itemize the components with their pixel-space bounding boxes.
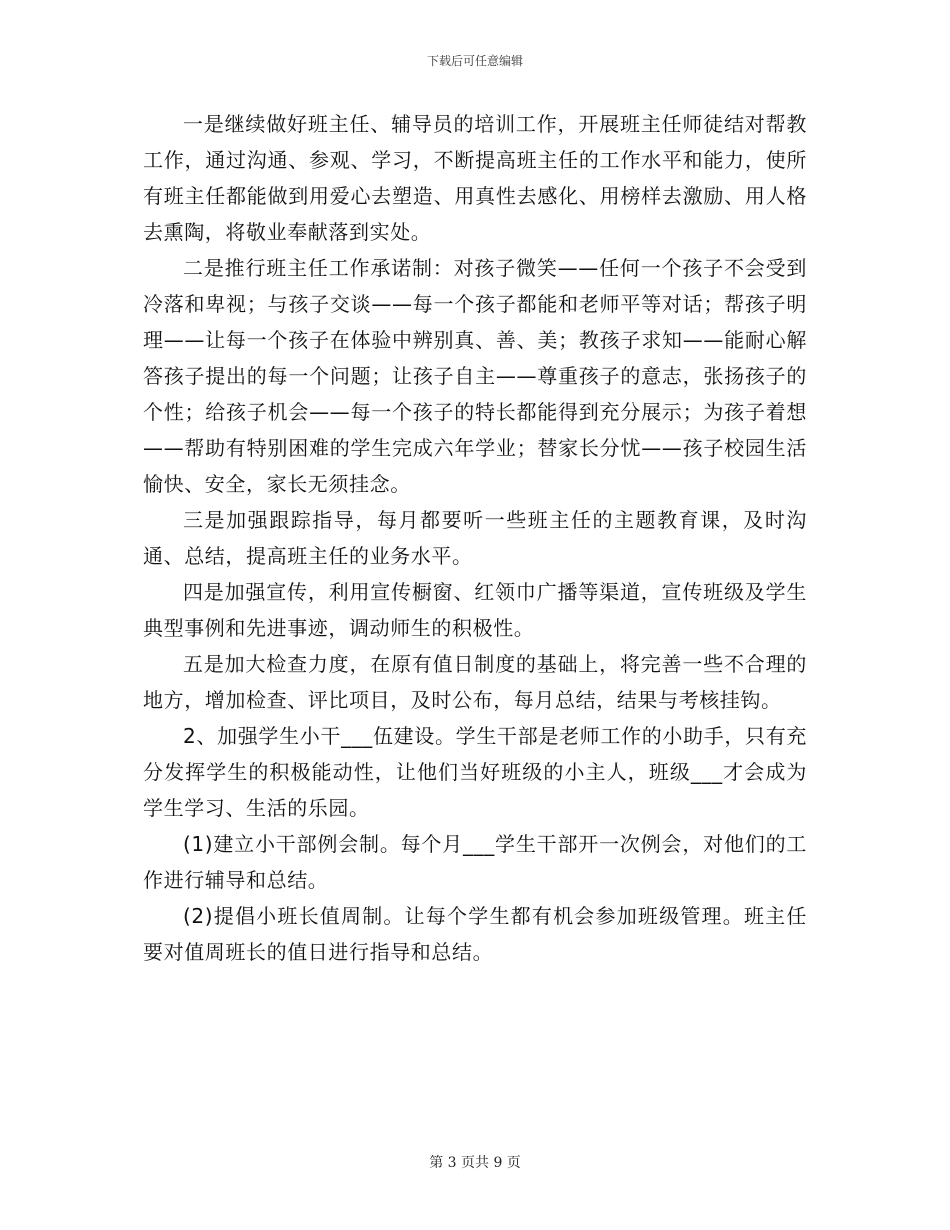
- paragraph-4: 四是加强宣传，利用宣传橱窗、红领巾广播等渠道，宣传班级及学生典型事例和先进事迹，调动师生的积极性。: [143, 580, 807, 640]
- document-body: [143, 106, 807, 970]
- paragraph-3: 三是加强跟踪指导，每月都要听一些班主任的主题教育课，及时沟通、总结，提高班主任的业务水平。: [143, 508, 807, 568]
- paragraph-7: (1)建立小干部例会制。每个月___学生干部开一次例会，对他们的工作进行辅导和总结。: [143, 832, 807, 892]
- page-footer: 第 3 页共 9 页: [429, 1155, 521, 1171]
- paragraph-5: 五是加大检查力度，在原有值日制度的基础上，将完善一些不合理的地方，增加检查、评比项目，及时公布，每月总结，结果与考核挂钩。: [143, 652, 807, 712]
- paragraph-6: 2、加强学生小干___伍建设。学生干部是老师工作的小助手，只有充分发挥学生的积极能动性，让他们当好班级的小主人，班级___才会成为学生学习、生活的乐园。: [143, 724, 807, 820]
- paragraph-1: 一是继续做好班主任、辅导员的培训工作，开展班主任师徒结对帮教工作，通过沟通、参观、学习，不断提高班主任的工作水平和能力，使所有班主任都能做到用爱心去塑造、用真性去感化、用榜样去激励、用人格去熏陶，将敬业奉献落到实处。: [143, 112, 807, 244]
- paragraph-8: (2)提倡小班长值周制。让每个学生都有机会参加班级管理。班主任要对值周班长的值日进行指导和总结。: [143, 904, 807, 964]
- page-header: 下载后可任意编辑: [426, 54, 523, 68]
- paragraph-2: 二是推行班主任工作承诺制：对孩子微笑——任何一个孩子不会受到冷落和卑视；与孩子交谈——每一个孩子都能和老师平等对话；帮孩子明理——让每一个孩子在体验中辨别真、善、美；教孩子求知——能耐心解答孩子提出的每一个问题；让孩子自主——尊重孩子的意志，张扬孩子的个性；给孩子机会——每一个孩子的特长都能得到充分展示；为孩子着想——帮助有特别困难的学生完成六年学业；替家长分忧——孩子校园生活愉快、安全，家长无须挂念。: [143, 256, 807, 496]
